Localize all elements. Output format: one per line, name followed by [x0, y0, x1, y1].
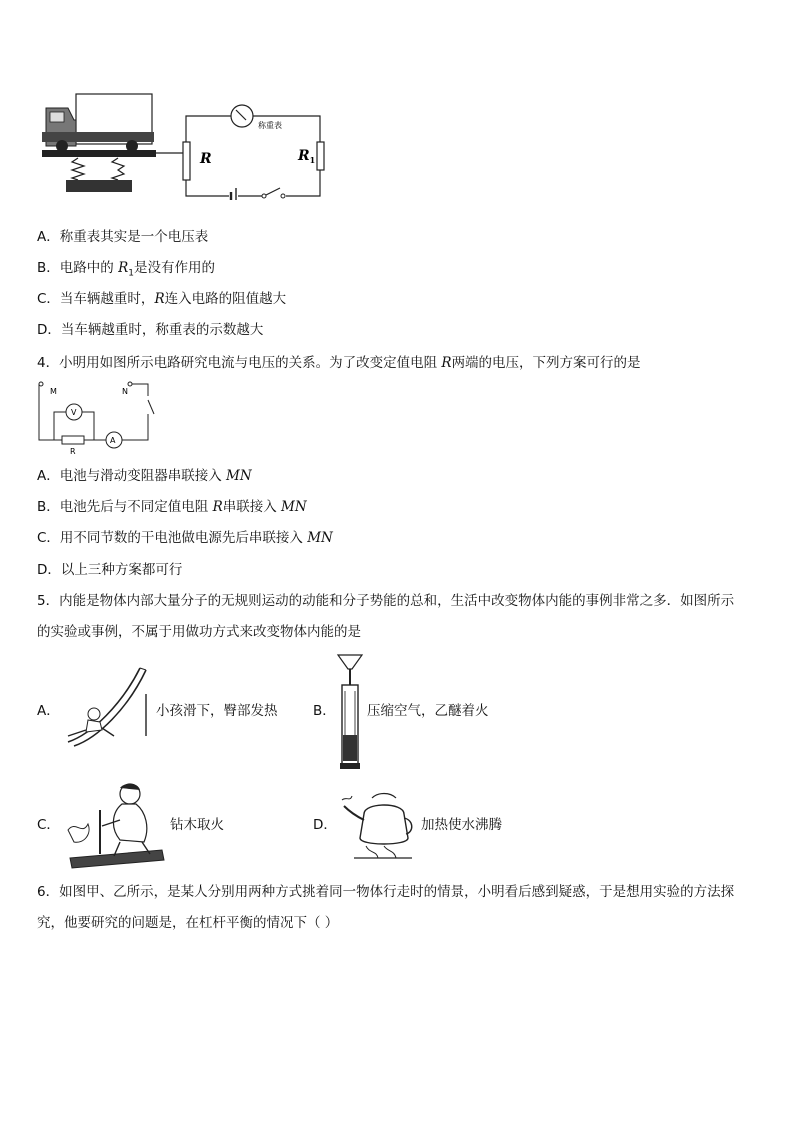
q5-option-a-letter: A． — [37, 703, 60, 719]
switch — [148, 400, 154, 414]
q5-option-d-text: 加热使水沸腾 — [421, 817, 502, 833]
q3-option-c: C．当车辆越重时，R连入电路的阻值越大 — [37, 291, 287, 307]
q4-option-a: A．电池与滑动变阻器串联接入 MN — [37, 468, 252, 484]
r1-label: $R_1$ — [298, 148, 316, 165]
weighing-circuit-figure — [40, 88, 330, 200]
base-block — [66, 180, 132, 192]
q4-option-d: D．以上三种方案都可行 — [37, 562, 183, 578]
q4-stem: 4．小明用如图所示电路研究电流与电压的关系。为了改变定值电阻 R两端的电压，下列方案可行的是 — [37, 355, 641, 371]
r-label: R — [200, 151, 212, 167]
q4-option-b: B．电池先后与不同定值电阻 R串联接入 MN — [37, 499, 307, 515]
resistor-r-label: R — [70, 447, 76, 456]
q5-option-b-letter: B． — [313, 703, 336, 719]
spring-left — [72, 158, 84, 180]
meter-label: 称重表 — [258, 121, 282, 130]
q5-option-c-text: 钻木取火 — [170, 817, 224, 833]
q3-option-d: D．当车辆越重时，称重表的示数越大 — [37, 322, 264, 338]
terminal-m-label: M — [50, 387, 57, 396]
q5-option-a-text: 小孩滑下，臀部发热 — [156, 703, 278, 719]
resistor-r — [62, 436, 84, 444]
drilling-wood-fire-illustration — [64, 780, 168, 870]
boiling-kettle-illustration — [338, 792, 422, 862]
q5-option-c-letter: C． — [37, 817, 60, 833]
resistor-r1 — [317, 142, 324, 170]
q3-option-a: A．称重表其实是一个电压表 — [37, 229, 209, 245]
q5-option-b-text: 压缩空气，乙醚着火 — [367, 703, 489, 719]
q5-stem-line1: 5．内能是物体内部大量分子的无规则运动的动能和分子势能的总和，生活中改变物体内能的事例非常之多．如图所示 — [37, 593, 735, 609]
current-voltage-circuit-figure — [36, 380, 160, 456]
scale-platform — [42, 150, 156, 157]
rheostat-r — [183, 142, 190, 180]
terminal-n-label: N — [122, 387, 128, 396]
truck-illustration — [42, 94, 154, 152]
ammeter-label: A — [110, 436, 116, 445]
q5-option-d-letter: D． — [313, 817, 337, 833]
q5-stem-line2: 的实验或事例，不属于用做功方式来改变物体内能的是 — [37, 624, 361, 640]
spring-right — [112, 158, 124, 180]
q4-option-c: C．用不同节数的干电池做电源先后串联接入 MN — [37, 530, 333, 546]
q6-stem-line2: 究，他要研究的问题是，在杠杆平衡的情况下（ ） — [37, 915, 339, 931]
switch — [264, 188, 280, 196]
q3-option-b: B．电路中的 $R_1$是没有作用的 — [37, 260, 215, 279]
air-compression-tube-illustration — [334, 651, 366, 771]
q6-stem-line1: 6．如图甲、乙所示，是某人分别用两种方式挑着同一物体行走时的情景，小明看后感到疑惑，于是想用实验的方法探 — [37, 884, 735, 900]
child-sliding-illustration — [62, 664, 154, 750]
voltmeter-label: V — [71, 408, 77, 417]
